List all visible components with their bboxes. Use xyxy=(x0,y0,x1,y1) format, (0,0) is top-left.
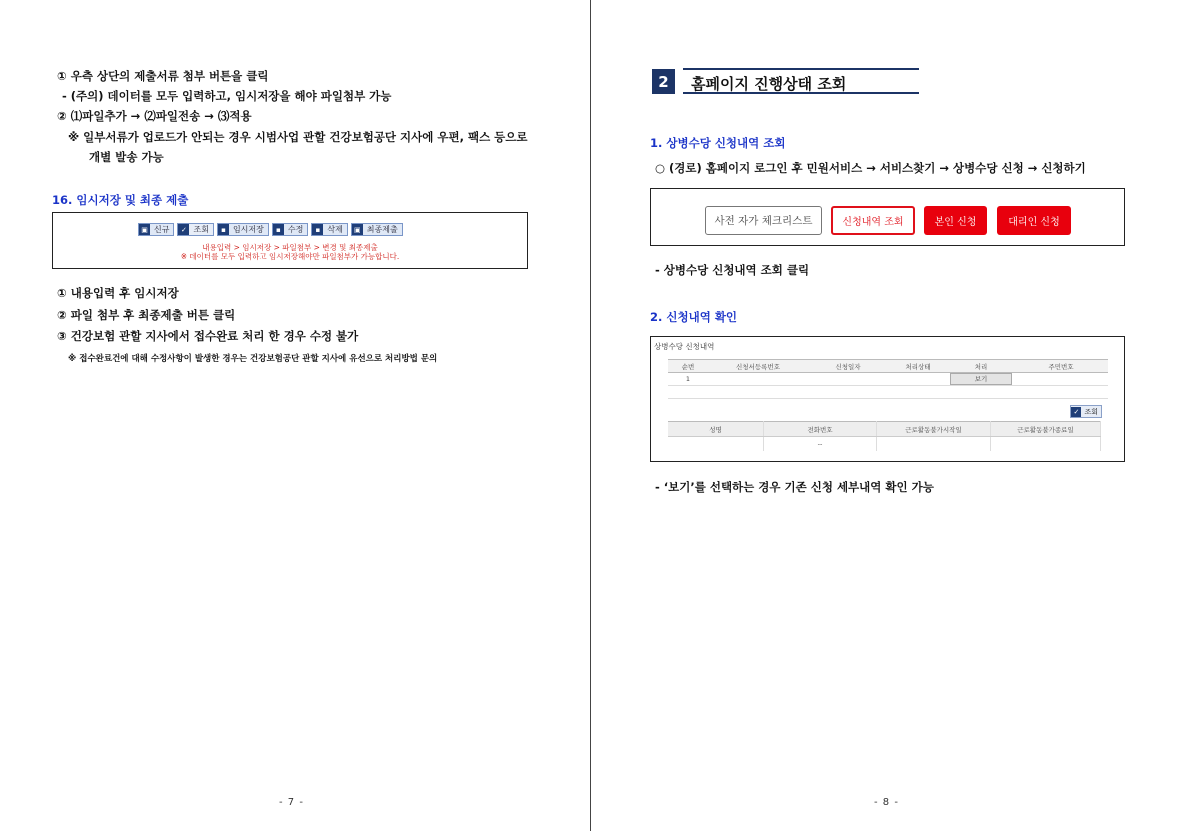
view-button[interactable]: 보기 xyxy=(950,373,1012,385)
proxy-apply-button[interactable]: 대리인 신청 xyxy=(997,206,1071,235)
step-1: ① 내용입력 후 임시저장 xyxy=(57,286,179,300)
cell: 1 xyxy=(668,373,708,386)
table-row xyxy=(668,386,1108,399)
page-divider xyxy=(590,0,591,831)
cell xyxy=(888,373,948,386)
cell xyxy=(668,437,764,452)
trash-icon: ▪ xyxy=(312,224,323,235)
temp-save-label: 임시저장 xyxy=(232,225,264,234)
delete-button[interactable] xyxy=(311,223,347,236)
left-line-1: ① 우측 상단의 제출서류 첨부 버튼을 클릭 xyxy=(57,69,269,83)
cell xyxy=(991,437,1101,452)
new-button[interactable] xyxy=(138,223,174,236)
left-line-5: 개별 발송 가능 xyxy=(89,150,164,164)
check-icon: ✓ xyxy=(1071,407,1081,417)
col-header: 전화번호 xyxy=(764,422,877,437)
toolbar xyxy=(138,223,403,236)
col-header: 처리 xyxy=(948,360,1014,373)
cell: -- xyxy=(764,437,877,452)
temp-save-button[interactable] xyxy=(217,223,269,236)
process-flow-text: 내용입력 > 임시저장 > 파일첨부 > 변경 및 최종제출 xyxy=(202,243,378,252)
search-button[interactable] xyxy=(177,223,213,236)
col-header: 신청일자 xyxy=(808,360,888,373)
table-row[interactable] xyxy=(668,373,1108,386)
cell xyxy=(948,373,1014,386)
sub2-note: - ‘보기’를 선택하는 경우 기존 신청 세부내역 확인 가능 xyxy=(655,480,934,494)
cell xyxy=(1014,373,1108,386)
sub1-note: - 상병수당 신청내역 조회 클릭 xyxy=(655,263,810,277)
apply-buttons-screenshot xyxy=(650,188,1125,246)
history-list-screenshot xyxy=(650,336,1125,462)
col-header: 처리상태 xyxy=(888,360,948,373)
table-row xyxy=(668,437,1101,452)
cell xyxy=(808,373,888,386)
left-line-2: - (주의) 데이터를 모두 입력하고, 임시저장을 해야 파일첨부 가능 xyxy=(62,89,392,103)
section-16-title: 16. 임시저장 및 최종 제출 xyxy=(52,193,189,207)
history-search-button[interactable]: 신청내역 조회 xyxy=(831,206,915,235)
section-number: 2 xyxy=(652,69,675,94)
self-apply-button[interactable]: 본인 신청 xyxy=(924,206,987,235)
check-icon: ✓ xyxy=(178,224,189,235)
col-header: 신청서등록번호 xyxy=(708,360,808,373)
detail-table xyxy=(668,421,1101,451)
edit-button[interactable] xyxy=(272,223,308,236)
step-3: ③ 건강보험 관할 지사에서 접수완료 처리 한 경우 수정 불가 xyxy=(57,329,359,343)
final-submit-button[interactable] xyxy=(351,223,403,236)
step-2: ② 파일 첨부 후 최종제출 버튼 클릭 xyxy=(57,308,236,322)
search-label: 조회 xyxy=(193,225,209,234)
edit-icon: ▪ xyxy=(273,224,284,235)
final-submit-label: 최종제출 xyxy=(366,225,398,234)
submit-icon: ▣ xyxy=(352,224,363,235)
temp-save-screenshot xyxy=(52,212,528,269)
col-header: 근로활동불가종료일 xyxy=(991,422,1101,437)
table-header-row xyxy=(668,360,1108,373)
cell xyxy=(877,437,991,452)
search-label-2: 조회 xyxy=(1084,407,1098,416)
col-header: 성명 xyxy=(668,422,764,437)
delete-label: 삭제 xyxy=(327,225,343,234)
new-icon: ▣ xyxy=(139,224,150,235)
left-note: ※ 접수완료건에 대해 수정사항이 발생한 경우는 건강보험공단 관할 지사에 유선으로 처리방법 문의 xyxy=(68,354,438,364)
warning-text: ※ 데이터를 모두 입력하고 임시저장해야만 파일첨부가 가능합니다. xyxy=(180,252,400,261)
left-line-4: ※ 일부서류가 업로드가 안되는 경우 시범사업 관할 건강보험공단 지사에 우편, 팩스 등으로 xyxy=(68,130,528,144)
table-header-row xyxy=(668,422,1101,437)
col-header: 근로활동불가시작일 xyxy=(877,422,991,437)
page-number-right: - 8 - xyxy=(874,797,899,808)
self-checklist-button[interactable]: 사전 자가 체크리스트 xyxy=(705,206,822,235)
list-title: 상병수당 신청내역 xyxy=(654,342,715,351)
search-button-2[interactable] xyxy=(1070,405,1102,418)
page-number-left: - 7 - xyxy=(279,797,304,808)
edit-label: 수정 xyxy=(287,225,304,234)
sub2-title: 2. 신청내역 확인 xyxy=(650,310,738,324)
col-header: 주민번호 xyxy=(1014,360,1108,373)
section-title: 홈페이지 진행상태 조회 xyxy=(683,68,919,94)
save-icon: ▪ xyxy=(218,224,229,235)
cell xyxy=(708,373,808,386)
sub1-title: 1. 상병수당 신청내역 조회 xyxy=(650,136,786,150)
col-header: 순번 xyxy=(668,360,708,373)
left-line-3: ② ⑴파일추가 → ⑵파일전송 → ⑶적용 xyxy=(57,109,252,123)
history-table xyxy=(668,359,1108,399)
sub1-path: ○ (경로) 홈페이지 로그인 후 민원서비스 → 서비스찾기 → 상병수당 신청 → 신청하기 xyxy=(655,161,1086,175)
new-label: 신규 xyxy=(154,225,170,234)
